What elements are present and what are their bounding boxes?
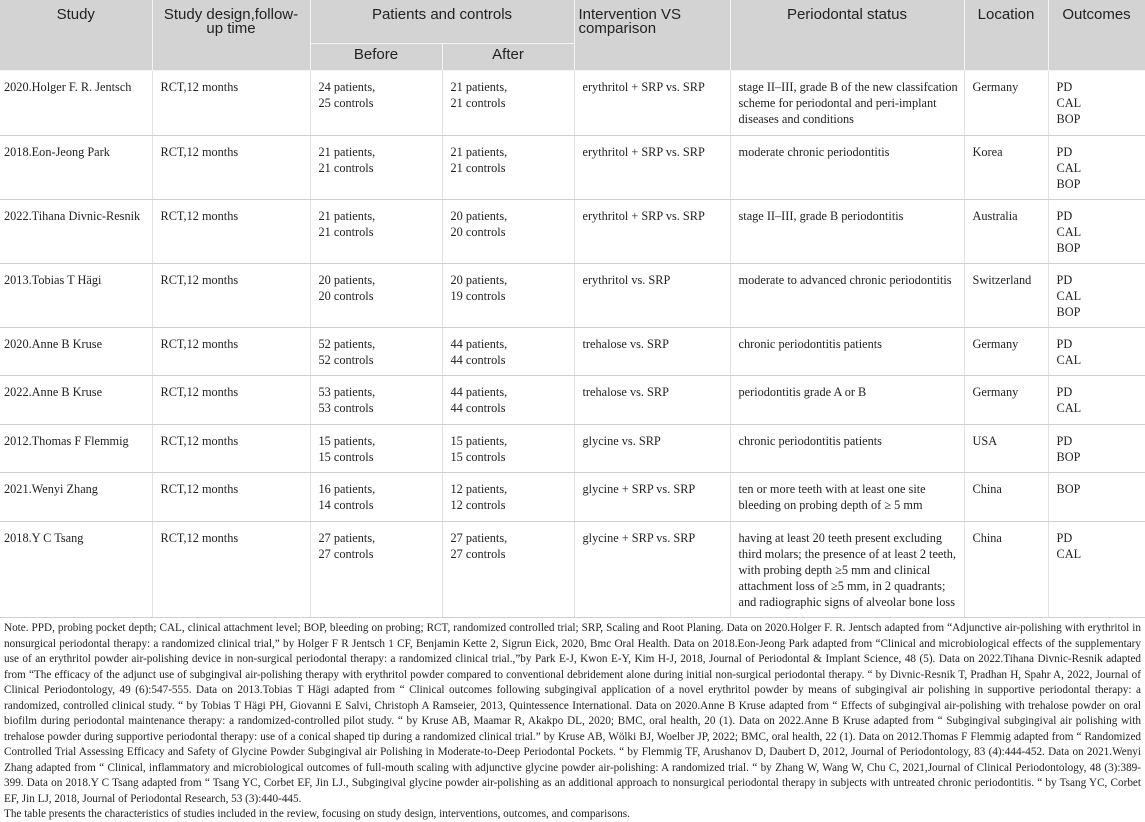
cell-intervention — [574, 71, 730, 136]
study-design: RCT,12 months — [160, 482, 239, 496]
outcome-item: BOP — [1056, 177, 1081, 191]
study-design: RCT,12 months — [160, 434, 239, 448]
cell-before — [310, 200, 442, 264]
cell-before — [310, 136, 442, 200]
before-count: 20 patients, — [318, 273, 376, 287]
header-before: Before — [310, 44, 442, 71]
cell-intervention — [574, 522, 730, 618]
cell-location — [964, 328, 1048, 376]
cell-periodontal-status — [730, 473, 964, 522]
table-row — [0, 136, 1145, 200]
outcome-item: CAL — [1056, 96, 1082, 110]
location: Switzerland — [972, 273, 1032, 287]
cell-after — [442, 425, 574, 473]
after-count: 21 controls — [450, 161, 506, 175]
cell-intervention — [574, 136, 730, 200]
cell-after — [442, 136, 574, 200]
intervention: erythritol + SRP vs. SRP — [582, 209, 705, 223]
table-row — [0, 473, 1145, 522]
header-intervention: Intervention VS comparison — [574, 0, 730, 71]
after-count: 21 patients, — [450, 145, 508, 159]
cell-after — [442, 264, 574, 328]
study-design: RCT,12 months — [160, 385, 239, 399]
cell-location — [964, 264, 1048, 328]
outcome-item: PD — [1056, 531, 1073, 545]
cell-intervention — [574, 473, 730, 522]
study-name: 2021.Wenyi Zhang — [4, 482, 98, 496]
cell-periodontal-status — [730, 425, 964, 473]
study-design: RCT,12 months — [160, 337, 239, 351]
table-row — [0, 425, 1145, 473]
table-header — [0, 0, 1145, 71]
outcome-item: CAL — [1056, 225, 1082, 239]
header-study: Study — [0, 0, 152, 71]
table-row — [0, 522, 1145, 618]
outcome-item: CAL — [1056, 289, 1082, 303]
periodontal-status: ten or more teeth with at least one site bleeding on probing depth of ≥ 5 mm — [738, 482, 926, 512]
after-count: 21 patients, — [450, 80, 508, 94]
header-design: Study design,follow-up time — [152, 0, 310, 71]
cell-intervention — [574, 425, 730, 473]
before-count: 15 controls — [318, 450, 374, 464]
cell-study — [0, 425, 152, 473]
study-name: 2018.Eon-Jeong Park — [4, 145, 110, 159]
cell-periodontal-status — [730, 522, 964, 618]
cell-before — [310, 264, 442, 328]
location: Korea — [972, 145, 1003, 159]
cell-periodontal-status — [730, 71, 964, 136]
before-count: 14 controls — [318, 498, 374, 512]
after-count: 44 patients, — [450, 385, 508, 399]
cell-outcomes — [1048, 71, 1145, 136]
study-name: 2022.Anne B Kruse — [4, 385, 103, 399]
before-count: 27 controls — [318, 547, 374, 561]
cell-design — [152, 522, 310, 618]
study-design: RCT,12 months — [160, 531, 239, 545]
study-design: RCT,12 months — [160, 273, 239, 287]
periodontal-status: chronic periodontitis patients — [738, 434, 882, 448]
cell-design — [152, 425, 310, 473]
outcome-item: BOP — [1056, 305, 1081, 319]
study-design: RCT,12 months — [160, 145, 239, 159]
cell-before — [310, 328, 442, 376]
before-count: 52 controls — [318, 353, 374, 367]
outcome-item: CAL — [1056, 401, 1082, 415]
before-count: 15 patients, — [318, 434, 376, 448]
after-count: 19 controls — [450, 289, 506, 303]
cell-after — [442, 473, 574, 522]
before-count: 21 patients, — [318, 209, 376, 223]
cell-before — [310, 522, 442, 618]
location: Germany — [972, 337, 1019, 351]
cell-design — [152, 136, 310, 200]
periodontal-status: stage II–III, grade B of the new classifcation scheme for periodontal and peri-implant diseases and conditions — [738, 80, 958, 126]
cell-design — [152, 200, 310, 264]
periodontal-status: having at least 20 teeth present excluding third molars; the presence of at least 2 teeth, with probing depth ≥5 mm and clinical attachment loss of ≥5 mm, in 2 quadrants; and radiographic signs of alveolar bone loss — [738, 531, 957, 609]
cell-before — [310, 71, 442, 136]
after-count: 44 patients, — [450, 337, 508, 351]
study-design: RCT,12 months — [160, 80, 239, 94]
before-count: 27 patients, — [318, 531, 376, 545]
cell-periodontal-status — [730, 200, 964, 264]
table-body — [0, 71, 1145, 618]
outcome-item: PD — [1056, 145, 1073, 159]
cell-intervention — [574, 264, 730, 328]
periodontal-status: periodontitis grade A or B — [738, 385, 867, 399]
header-patients: Patients and controls — [310, 0, 574, 44]
table-note: Note. PPD, probing pocket depth; CAL, clinical attachment level; BOP, bleeding on probing; RCT, randomized controlled trial; SRP, Scaling and Root Planing. Data on 2020.Holger F. R. Jentsch adapted from “Adjunctive air-polishing with erythritol in nonsurgical periodontal therapy: a randomized clinical trial,” by Holger F R Jentsch 1 CF, Benjamin Kette 2, Sigrun Eick, 2020, Bmc Oral Health. Data on 2018.Eon-Jeong Park adapted from “Clinical and microbiological effects of the supplementary use of an erythritol powder air-polishing device in non-surgical periodontal therapy: a randomized clinical trial.,”by Park E-J, Kwon E-Y, Kim H-J, 2018, Journal of Periodontal & Implant Science, 48 (5). Data on 2022.Tihana Divnic-Resnik adapted from “The efficacy of the adjunct use of subgingival air-polishing therapy with erythritol powder compared to conventional debridement alone during initial non-surgical periodontal therapy. “ by Divnic-Resnik T, Pradhan H, Spahr A, 2022, Journal of Clinical Periodontology, 49 (6):547-555. Data on 2013.Tobias T Hägi adapted from “ Clinical outcomes following subgingival application of a novel erythritol powder by means of subgingival air polishing in supportive periodontal therapy: a randomized, controlled clinical study. “ by Tobias T Hägi PH, Giovanni E Salvi, Christoph A Ramseier, 2013, Quintessence International. Data on 2020.Anne B Kruse adapted from “ Effects of subgingival air-polishing with trehalose powder on oral biofilm during periodontal maintenance therapy: a randomized-controlled pilot study. “ by Kruse AB, Maamar R, Akakpo DL, 2020; BMC, oral health, 20 (1). Data on 2022.Anne B Kruse adapted from “ Subgingival subgingival air polishing with trehalose powder during supportive periodontal therapy: use of a conical shaped tip during a randomized clinical trial.” by Kruse AB, Wölki BJ, Woelber JP, 2022; BMC, oral health, 22 (1). Data on 2012.Thomas F Flemmig adapted from “ Randomized Controlled Trial Assessing Efficacy and Safety of Glycine Powder Subgingival air Polishing in Moderate-to-Deep Periodontal Pockets. “ by Flemmig TF, Arushanov D, Daubert D, 2012, Journal of Periodontology, 83 (4):444-452. Data on 2021.Wenyi Zhang adapted from “ Clinical, inflammatory and microbiological outcomes of full-mouth scaling with adjunctive glycine powder air-polishing: A randomized trial. “ by Zhang W, Wang W, Chu C, 2021,Journal of Clinical Periodontology, 48 (3):389-399. Data on 2018.Y C Tsang adapted from “ Tsang YC, Corbet EF, Jin LJ., Subgingival glycine powder air-polishing as an additional approach to nonsurgical periodontal therapy in subjects with untreated chronic periodontitis. “ by Tsang YC, Corbet EF, Jin LJ, 2018, Journal of Periodontal Research, 53 (3):440-445. — [4, 622, 1141, 805]
outcome-item: PD — [1056, 209, 1073, 223]
location: China — [972, 482, 1002, 496]
cell-design — [152, 328, 310, 376]
periodontal-status: moderate to advanced chronic periodontitis — [738, 273, 952, 287]
intervention: glycine vs. SRP — [582, 434, 661, 448]
after-count: 44 controls — [450, 401, 506, 415]
outcome-item: CAL — [1056, 547, 1082, 561]
table-row — [0, 328, 1145, 376]
location: USA — [972, 434, 998, 448]
intervention: erythritol + SRP vs. SRP — [582, 80, 705, 94]
after-count: 20 patients, — [450, 273, 508, 287]
header-after: After — [442, 44, 574, 71]
cell-study — [0, 522, 152, 618]
location: Germany — [972, 80, 1019, 94]
before-count: 16 patients, — [318, 482, 376, 496]
before-count: 53 patients, — [318, 385, 376, 399]
cell-design — [152, 71, 310, 136]
cell-location — [964, 200, 1048, 264]
after-count: 15 patients, — [450, 434, 508, 448]
intervention: erythritol vs. SRP — [582, 273, 671, 287]
cell-outcomes — [1048, 425, 1145, 473]
after-count: 15 controls — [450, 450, 506, 464]
intervention: glycine + SRP vs. SRP — [582, 531, 696, 545]
cell-before — [310, 425, 442, 473]
cell-study — [0, 473, 152, 522]
cell-outcomes — [1048, 328, 1145, 376]
cell-outcomes — [1048, 473, 1145, 522]
outcome-item: BOP — [1056, 241, 1081, 255]
after-count: 12 controls — [450, 498, 506, 512]
cell-study — [0, 328, 152, 376]
cell-intervention — [574, 328, 730, 376]
intervention: erythritol + SRP vs. SRP — [582, 145, 705, 159]
cell-after — [442, 376, 574, 425]
table-row — [0, 200, 1145, 264]
after-count: 21 controls — [450, 96, 506, 110]
cell-study — [0, 376, 152, 425]
before-count: 21 controls — [318, 161, 374, 175]
after-count: 27 patients, — [450, 531, 508, 545]
before-count: 24 patients, — [318, 80, 376, 94]
after-count: 44 controls — [450, 353, 506, 367]
header-location: Location — [964, 0, 1048, 71]
cell-after — [442, 200, 574, 264]
outcome-item: CAL — [1056, 161, 1082, 175]
outcome-item: CAL — [1056, 353, 1082, 367]
study-name: 2020.Anne B Kruse — [4, 337, 103, 351]
intervention: trehalose vs. SRP — [582, 385, 669, 399]
cell-outcomes — [1048, 136, 1145, 200]
cell-before — [310, 473, 442, 522]
cell-location — [964, 522, 1048, 618]
cell-design — [152, 473, 310, 522]
cell-design — [152, 264, 310, 328]
intervention: trehalose vs. SRP — [582, 337, 669, 351]
cell-location — [964, 425, 1048, 473]
study-design: RCT,12 months — [160, 209, 239, 223]
study-name: 2013.Tobias T Hägi — [4, 273, 102, 287]
before-count: 20 controls — [318, 289, 374, 303]
cell-after — [442, 71, 574, 136]
before-count: 25 controls — [318, 96, 374, 110]
study-name: 2018.Y C Tsang — [4, 531, 84, 545]
cell-outcomes — [1048, 522, 1145, 618]
after-count: 20 patients, — [450, 209, 508, 223]
intervention: glycine + SRP vs. SRP — [582, 482, 696, 496]
before-count: 21 patients, — [318, 145, 376, 159]
location: China — [972, 531, 1002, 545]
cell-periodontal-status — [730, 376, 964, 425]
periodontal-status: chronic periodontitis patients — [738, 337, 882, 351]
cell-after — [442, 328, 574, 376]
cell-outcomes — [1048, 376, 1145, 425]
cell-design — [152, 376, 310, 425]
outcome-item: BOP — [1056, 482, 1081, 496]
cell-periodontal-status — [730, 328, 964, 376]
cell-location — [964, 473, 1048, 522]
cell-intervention — [574, 376, 730, 425]
outcome-item: BOP — [1056, 112, 1081, 126]
location: Australia — [972, 209, 1018, 223]
header-periodontal-status: Periodontal status — [730, 0, 964, 71]
table-row — [0, 71, 1145, 136]
cell-location — [964, 376, 1048, 425]
cell-location — [964, 71, 1048, 136]
header-outcomes: Outcomes — [1048, 0, 1145, 71]
outcome-item: PD — [1056, 337, 1073, 351]
study-name: 2020.Holger F. R. Jentsch — [4, 80, 132, 94]
after-count: 12 patients, — [450, 482, 508, 496]
periodontal-status: moderate chronic periodontitis — [738, 145, 890, 159]
cell-study — [0, 71, 152, 136]
cell-location — [964, 136, 1048, 200]
outcome-item: BOP — [1056, 450, 1081, 464]
outcome-item: PD — [1056, 80, 1073, 94]
cell-periodontal-status — [730, 264, 964, 328]
outcome-item: PD — [1056, 385, 1073, 399]
cell-after — [442, 522, 574, 618]
cell-periodontal-status — [730, 136, 964, 200]
outcome-item: PD — [1056, 273, 1073, 287]
cell-intervention — [574, 200, 730, 264]
outcome-item: PD — [1056, 434, 1073, 448]
after-count: 20 controls — [450, 225, 506, 239]
study-name: 2022.Tihana Divnic-Resnik — [4, 209, 141, 223]
cell-study — [0, 200, 152, 264]
table-row — [0, 376, 1145, 425]
table-row — [0, 264, 1145, 328]
after-count: 27 controls — [450, 547, 506, 561]
before-count: 53 controls — [318, 401, 374, 415]
study-name: 2012.Thomas F Flemmig — [4, 434, 129, 448]
cell-study — [0, 136, 152, 200]
cell-study — [0, 264, 152, 328]
periodontal-status: stage II–III, grade B periodontitis — [738, 209, 904, 223]
cell-before — [310, 376, 442, 425]
before-count: 21 controls — [318, 225, 374, 239]
cell-outcomes — [1048, 200, 1145, 264]
location: Germany — [972, 385, 1019, 399]
table-summary: The table presents the characteristics of studies included in the review, focusing on study design, interventions, outcomes, and comparisons. — [4, 808, 630, 820]
before-count: 52 patients, — [318, 337, 376, 351]
cell-outcomes — [1048, 264, 1145, 328]
